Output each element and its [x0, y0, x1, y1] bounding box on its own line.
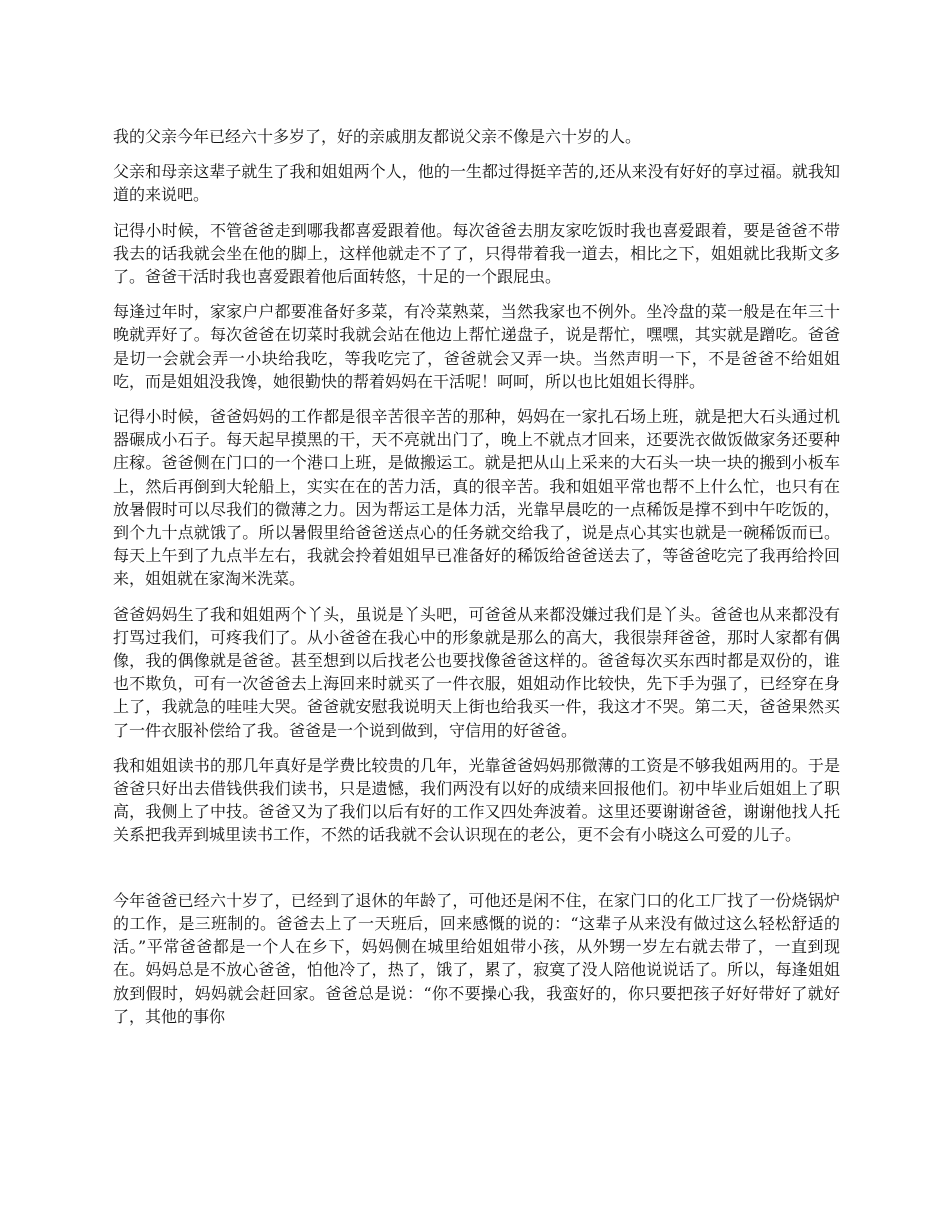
paragraph-3: 记得小时候，不管爸爸走到哪我都喜爱跟着他。每次爸爸去朋友家吃饭时我也喜爱跟着，要是爸爸不带我去的话我就会坐在他的脚上，这样他就走不了了，只得带着我一道去，相比之下，姐姐就比我斯文多了。爸爸干活时我也喜爱跟着他后面转悠，十足的一个跟屁虫。	[113, 220, 840, 287]
paragraph-1: 我的父亲今年已经六十多岁了，好的亲戚朋友都说父亲不像是六十岁的人。	[113, 127, 642, 146]
paragraph-4: 每逢过年时，家家户户都要准备好多菜，有冷菜熟菜，当然我家也不例外。坐冷盘的菜一般是在年三十晚就弄好了。每次爸爸在切菜时我就会站在他边上帮忙递盘子，说是帮忙，嘿嘿，其实就是蹭吃。爸爸是切一会就会弄一小块给我吃，等我吃完了，爸爸就会又弄一块。当然声明一下，不是爸爸不给姐姐吃，而是姐姐没我馋，她很勤快的帮着妈妈在干活呢！呵呵，所以也比姐姐长得胖。	[113, 302, 840, 391]
paragraph-7: 我和姐姐读书的那几年真好是学费比较贵的几年，光靠爸爸妈妈那微薄的工资是不够我姐两用的。于是爸爸只好出去借钱供我们读书，只是遗憾，我们两没有以好的成绩来回报他们。初中毕业后姐姐上了职高，我侧上了中技。爸爸又为了我们以后有好的工作又四处奔波着。这里还要谢谢爸爸，谢谢他找人托关系把我弄到城里读书工作，不然的话我就不会认识现在的老公，更不会有小晓这么可爱的儿子。	[113, 755, 840, 845]
paragraph-6: 爸爸妈妈生了我和姐姐两个丫头，虽说是丫头吧，可爸爸从来都没嫌过我们是丫头。爸爸也从来都没有打骂过我们，可疼我们了。从小爸爸在我心中的形象就是那么的高大，我很崇拜爸爸，那时人家都有偶像，我的偶像就是爸爸。甚至想到以后找老公也要找像爸爸这样的。爸爸每次买东西时都是双份的，谁也不欺负，可有一次爸爸去上海回来时就买了一件衣服，姐姐动作比较快，先下手为强了，已经穿在身上了，我就急的哇哇大哭。爸爸就安慰我说明天上街也给我买一件，我这才不哭。第二天，爸爸果然买了一件衣服补偿给了我。爸爸是一个说到做到，守信用的好爸爸。	[113, 604, 840, 740]
paragraph-8: 今年爸爸已经六十岁了，已经到了退休的年龄了，可他还是闲不住，在家门口的化工厂找了一份烧锅炉的工作，是三班制的。爸爸去上了一天班后，回来感慨的说的：“这辈子从来没有做过这么轻松舒适的活。”平常爸爸都是一个人在乡下，妈妈侧在城里给姐姐带小孩，从外甥一岁左右就去带了，一直到现在。妈妈总是不放心爸爸，怕他冷了，热了，饿了，累了，寂寞了没人陪他说说话了。所以，每逢姐姐放到假时，妈妈就会赶回家。爸爸总是说：“你不要操心我，我蛮好的，你只要把孩子好好带好了就好了，其他的事你	[113, 890, 840, 1026]
paragraph-2: 父亲和母亲这辈子就生了我和姐姐两个人，他的一生都过得挺辛苦的,还从来没有好好的享过福。就我知道的来说吧。	[113, 162, 840, 205]
document-body	[113, 125, 840, 1040]
paragraph-5: 记得小时候，爸爸妈妈的工作都是很辛苦很辛苦的那种，妈妈在一家扎石场上班，就是把大石头通过机器碾成小石子。每天起早摸黑的干，天不亮就出门了，晚上不就点才回来，还要洗衣做饭做家务还要种庄稼。爸爸侧在门口的一个港口上班，是做搬运工。就是把从山上采来的大石头一块一块的搬到小板车上，然后再倒到大轮船上，实实在在的苦力活，真的很辛苦。我和姐姐平常也帮不上什么忙，也只有在放暑假时可以尽我们的微薄之力。因为帮运工是体力活，光靠早晨吃的一点稀饭是撑不到中午吃饭的，到个九十点就饿了。所以暑假里给爸爸送点心的任务就交给我了，说是点心其实也就是一碗稀饭而已。每天上午到了九点半左右，我就会拎着姐姐早已准备好的稀饭给爸爸送去了，等爸爸吃完了我再给拎回来，姐姐就在家淘米洗菜。	[113, 407, 840, 589]
